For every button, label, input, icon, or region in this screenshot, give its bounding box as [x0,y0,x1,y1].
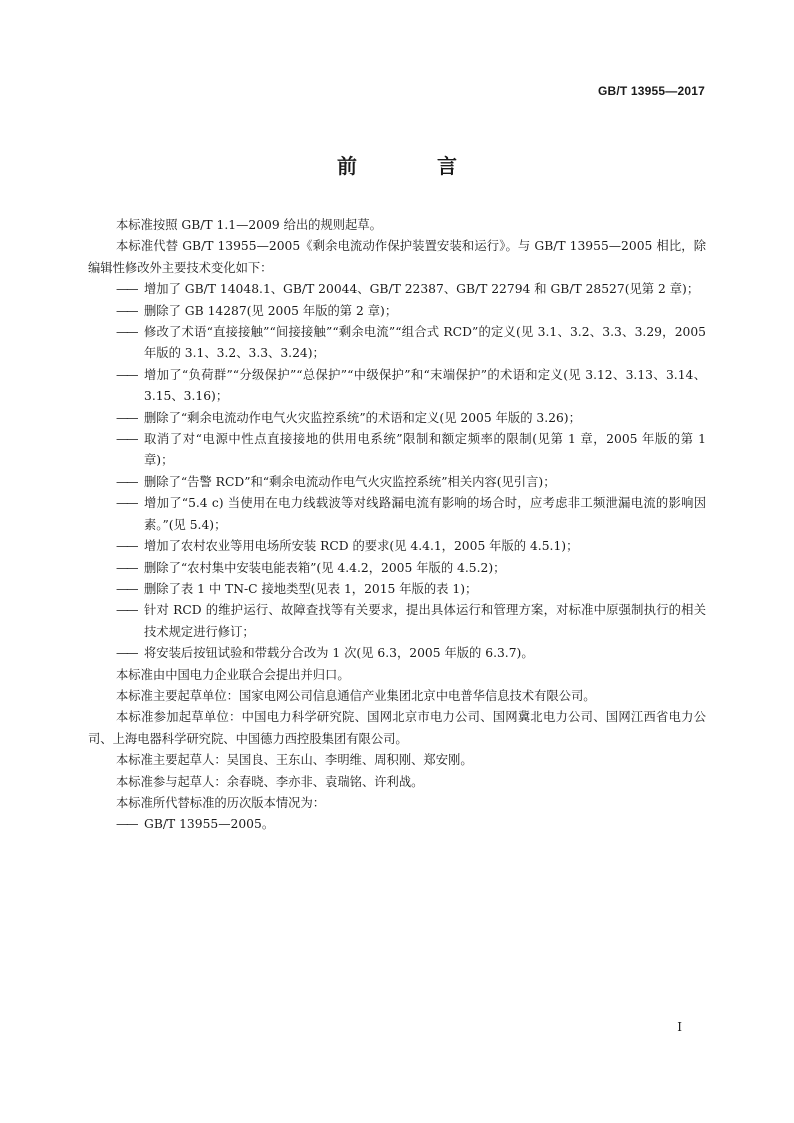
dash-marker: —— [116,303,137,318]
dash-marker: —— [116,646,137,661]
dash-marker: —— [116,367,137,382]
standard-code: GB/T 13955—2017 [597,84,705,98]
changes-list [88,279,706,664]
paragraph-proposer: 本标准由中国电力企业联合会提出并归口。 [116,667,350,682]
paragraph-replaces: 本标准代替 GB/T 13955—2005《剩余电流动作保护装置安装和运行》。与 GB/T 13955—2005 相比，除编辑性修改外主要技术变化如下： [88,239,706,275]
list-item: —— 增加了农村农业等用电场所安装 RCD 的要求(见 4.4.1，2005 年版的 4.5.1)； [116,536,706,557]
dash-marker: —— [116,496,137,511]
dash-marker: —— [116,282,137,297]
list-item: —— 取消了对“电源中性点直接接地的供用电系统”限制和额定频率的限制(见第 1 章，2005 年版的第 1 章)； [116,429,706,472]
list-item: —— 修改了术语“直接接触”“间接接触”“剩余电流”“组合式 RCD”的定义(见 3.1、3.2、3.3、3.29，2005 年版的 3.1、3.2、3.3、3.24)； [116,322,706,365]
dash-marker: —— [116,581,137,596]
dash-marker: —— [116,432,137,447]
history-item: —— GB/T 13955—2005。 [116,814,706,835]
list-item: —— 增加了“负荷群”“分级保护”“总保护”“中级保护”和“末端保护”的术语和定义(见 3.12、3.13、3.14、3.15、3.16)； [116,365,706,408]
foreword-body [88,215,706,836]
list-item: —— 增加了 GB/T 14048.1、GB/T 20044、GB/T 22387、GB/T 22794 和 GB/T 28527(见第 2 章)； [116,279,706,300]
paragraph-main-drafters: 本标准主要起草人：吴国良、王东山、李明维、周积刚、郑安刚。 [116,753,473,768]
paragraph-participating-drafters: 本标准参与起草人：余春晓、李亦非、袁瑞铭、许利战。 [116,774,424,789]
list-item: —— 增加了“5.4 c) 当使用在电力线载波等对线路漏电流有影响的场合时，应考虑非工频泄漏电流的影响因素。”(见 5.4)； [116,493,706,536]
dash-marker: —— [116,817,137,832]
list-item: —— 删除了“告警 RCD”和“剩余电流动作电气火灾监控系统”相关内容(见引言)； [116,472,706,493]
page-number: I [677,1020,682,1034]
page-title: 前 言 [337,154,487,178]
dash-marker: —— [116,474,137,489]
list-item: —— 删除了 GB 14287(见 2005 年版的第 2 章)； [116,301,706,322]
dash-marker: —— [116,325,137,340]
paragraph-history-intro: 本标准所代替标准的历次版本情况为： [116,795,326,810]
paragraph-participating-orgs: 本标准参加起草单位：中国电力科学研究院、国网北京市电力公司、国网冀北电力公司、国网江西省电力公司、上海电器科学研究院、中国德力西控股集团有限公司。 [88,710,706,746]
list-item: —— 删除了表 1 中 TN-C 接地类型(见表 1，2015 年版的表 1)； [116,579,706,600]
list-item: —— 删除了“剩余电流动作电气火灾监控系统”的术语和定义(见 2005 年版的 3.26)； [116,408,706,429]
list-item: —— 将安装后按钮试验和带载分合改为 1 次(见 6.3，2005 年版的 6.3.7)。 [116,643,706,664]
dash-marker: —— [116,539,137,554]
paragraph-drafting-rules: 本标准按照 GB/T 1.1—2009 给出的规则起草。 [116,218,382,232]
list-item: —— 针对 RCD 的维护运行、故障查找等有关要求，提出具体运行和管理方案，对标准中原强制执行的相关技术规定进行修订； [116,600,706,643]
dash-marker: —— [116,410,137,425]
paragraph-main-drafter-org: 本标准主要起草单位：国家电网公司信息通信产业集团北京中电普华信息技术有限公司。 [116,688,596,703]
list-item: —— 删除了“农村集中安装电能表箱”(见 4.4.2，2005 年版的 4.5.2)； [116,558,706,579]
dash-marker: —— [116,560,137,575]
dash-marker: —— [116,603,137,618]
